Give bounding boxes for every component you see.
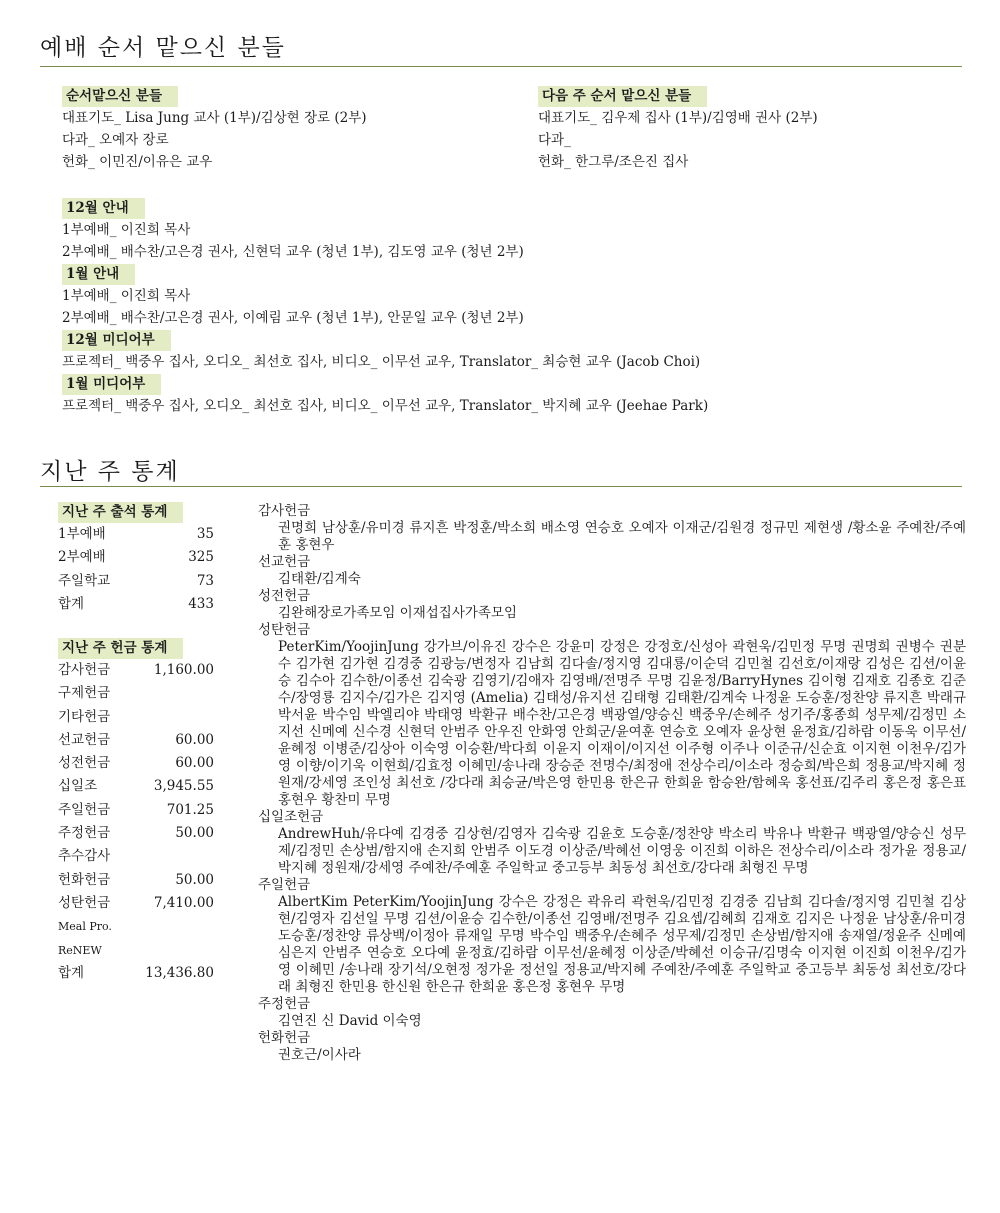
row-label: 십일조 [58, 778, 98, 795]
row-label: 합계 [58, 964, 85, 981]
attendance-table [58, 501, 214, 616]
table-row [58, 962, 214, 985]
notices-block [62, 197, 708, 417]
section-title-stats: 지난 주 통계 [40, 459, 180, 485]
media-line: 프로젝터_ 백중우 집사, 오디오_ 최선호 집사, 비디오_ 이무선 교우, Translator_ 최승현 교우 (Jacob Choi) [62, 354, 701, 370]
row-label: 성전헌금 [58, 755, 111, 772]
table-row [58, 570, 214, 593]
notice-line: 2부예배_ 배수찬/고은경 권사, 신현덕 교우 (청년 1부), 김도영 교우 (청년 2부) [62, 244, 524, 260]
donor-names: PeterKim/YoojinJung 강가브/이유진 강수은 강윤미 강정은 강정호/신성아 곽현욱/김민정 무명 권명희 권병수 권분수 김가현 김가현 김경중 김광능/변정자 김남희 김다솔/정지영 김대룡/이순덕 김민철 김선호/이재랑 김성은 김션/이윤승 김수아 김수한/이종선 김숙광 김영기/김애자 김영배/전명주 무명 김윤정/BarryHynes 김이형 김재호 김종호 김준수/장영룡 김지수/김가은 김지영 (Amelia) 김태성/유지선 김태형 김태환/김계숙 나정윤 도승훈/정찬양 류지흔 박래규 박서윤 박수임 박엘리야 박태영 박환규 배수찬/고은경 백광열/양승신 백중우/손혜주 성기주/홍종희 성무제/김정민 소지선 신메예 신수경 신현덕 안범주 안우진 안화영 안희군/윤여훈 연승호 오예자 윤상현 윤정효/김하람 이동욱 이무선/윤혜정 이병준/김상아 이숙영 이승환/박다희 이윤지 이재이/이지선 이주형 이주나 이준규/신순효 이지현 이천우/김가영 이향/이기욱 이현희/김효정 이혜민/송나래 장승준 전명수/최정애 전상수리/이소라 정승희/박은희 정용교/박지혜 정원재/강세영 조인성 최선호 /강다래 최승균/박은영 한민용 한은규 한희윤 함승완/함혜욱 홍선표/김주리 홍은정 홍은표 홍현우 황찬미 무명 [278, 639, 966, 808]
row-value: 60.00 [175, 755, 214, 772]
row-value: 35 [196, 526, 214, 542]
next-role-line: 헌화_ 한그루/조은진 집사 [538, 154, 689, 170]
table-row [58, 775, 214, 798]
section-divider [40, 66, 962, 67]
table-row [58, 822, 214, 845]
row-label: 1부예배 [58, 526, 106, 542]
donor-names: 김태환/김계숙 [278, 571, 361, 587]
donor-category: 십일조헌금 [258, 809, 324, 825]
notice-line: 2부예배_ 배수찬/고은경 권사, 이예림 교우 (청년 1부), 안문일 교우 (청년 2부) [62, 310, 524, 326]
donor-names: 김연진 신 David 이숙영 [278, 1013, 422, 1029]
current-role-line: 다과_ 오예자 장로 [62, 132, 169, 148]
media-line: 프로젝터_ 백중우 집사, 오디오_ 최선호 집사, 비디오_ 이무선 교우, Translator_ 박지혜 교우 (Jeehae Park) [62, 398, 709, 414]
next-role-line: 대표기도_ 김우제 집사 (1부)/김영배 권사 (2부) [538, 110, 818, 126]
row-value: 73 [196, 572, 214, 589]
next-roles-block [538, 85, 818, 173]
row-value: 433 [188, 595, 214, 612]
next-roles-header: 다음 주 순서 맡으신 분들 [538, 86, 707, 107]
table-row [58, 799, 214, 822]
media-header-jan: 1월 미디어부 [62, 374, 161, 395]
row-label: 구제헌금 [58, 685, 111, 702]
table-row [58, 869, 214, 892]
notice-header-jan: 1월 안내 [62, 264, 135, 285]
offering-header: 지난 주 헌금 통계 [58, 638, 183, 659]
row-label: Meal Pro. [58, 920, 112, 934]
row-value: 60.00 [175, 731, 214, 748]
donor-category: 성탄헌금 [258, 622, 311, 638]
row-value: 50.00 [175, 871, 214, 888]
row-label: 주일학교 [58, 572, 111, 589]
table-row [58, 659, 214, 682]
current-roles-header: 순서맡으신 분들 [62, 86, 178, 107]
donor-category: 선교헌금 [258, 554, 311, 570]
table-row [58, 729, 214, 752]
notice-line: 1부예배_ 이진희 목사 [62, 288, 191, 304]
row-label: 2부예배 [58, 549, 106, 566]
current-role-line: 헌화_ 이민진/이유은 교우 [62, 154, 213, 170]
donor-names: AlbertKim PeterKim/YoojinJung 강수은 강정은 곽유리 곽현욱/김민정 김경중 김남희 김다솔/정지영 김민철 김상현/김영자 김선일 무명 김션/이윤승 김수한/이종선 김영배/전명주 김요셉/김혜희 김재호 김지은 나정윤 남상훈/유미경 도승훈/정찬양 류상백/이정아 류재일 무명 박수임 백중우/손혜주 성무제/김정민 손상범/함지애 송재열/정윤주 신메예 심은지 안범주 연승호 오다예 윤정효/김하람 이무선/윤혜정 이상준/박혜선 이승규/김명숙 이지현 이진희 이천우/김가영 이혜민 /송나래 장기석/오현정 정가윤 정선일 정용교/박지혜 주예찬/주예훈 주일학교 중고등부 최동성 최선호/강다래 최형진 한민용 한신원 한은규 한희윤 홍은정 홍현우 무명 [278, 894, 966, 995]
table-row [58, 706, 214, 729]
section-divider [40, 486, 962, 487]
row-value: 1,160.00 [153, 662, 214, 678]
row-label: 기타헌금 [58, 708, 111, 725]
section-title-worship-order: 예배 순서 맡으신 분들 [40, 35, 286, 61]
row-label: 주정헌금 [58, 825, 111, 842]
row-label: 추수감사 [58, 848, 111, 865]
table-row [58, 546, 214, 569]
donor-list [258, 503, 966, 1064]
row-value: 7,410.00 [153, 894, 214, 911]
offering-table [58, 637, 214, 985]
row-value: 3,945.55 [153, 778, 214, 795]
current-roles-block [62, 85, 367, 173]
row-label: 감사헌금 [58, 662, 111, 678]
media-header-dec: 12월 미디어부 [62, 330, 171, 351]
row-value: 701.25 [166, 801, 214, 818]
donor-category: 주일헌금 [258, 877, 311, 893]
current-role-line: 대표기도_ Lisa Jung 교사 (1부)/김상현 장로 (2부) [62, 110, 367, 126]
table-row [58, 845, 214, 868]
next-role-line: 다과_ [538, 132, 571, 148]
row-label: 성탄헌금 [58, 894, 111, 911]
table-row [58, 593, 214, 616]
row-label: 헌화헌금 [58, 871, 111, 888]
donor-names: 김완해장로가족모임 이재섭집사가족모임 [278, 605, 518, 621]
notice-line: 1부예배_ 이진희 목사 [62, 222, 191, 238]
donor-names: 권명희 남상훈/유미경 류지흔 박정훈/박소희 배소영 연승호 오예자 이재군/김원경 정규민 제현생 /황소윤 주예찬/주예훈 홍현우 [278, 520, 966, 553]
donor-category: 헌화헌금 [258, 1030, 311, 1046]
table-row [58, 939, 214, 962]
donor-category: 감사헌금 [258, 503, 311, 519]
table-row [58, 892, 214, 915]
donor-category: 성전헌금 [258, 588, 311, 604]
donor-category: 주정헌금 [258, 996, 311, 1012]
row-label: ReNEW [58, 943, 102, 957]
donor-names: 권호근/이사라 [278, 1047, 361, 1063]
table-row [58, 915, 214, 938]
row-label: 합계 [58, 595, 85, 612]
row-value: 13,436.80 [145, 964, 214, 981]
row-label: 주일헌금 [58, 801, 111, 818]
row-label: 선교헌금 [58, 731, 111, 748]
table-row [58, 523, 214, 546]
donor-names: AndrewHuh/유다예 김경중 김상현/김영자 김숙광 김윤호 도승훈/정찬양 박소리 박유나 박환규 백광열/양승신 성무제/김정민 손상범/함지애 손지희 안범주 이도경 이상준/박혜선 이영웅 이진희 이하은 전상수리/이소라 정가윤 정용교/박지혜 정원재/강세영 주예찬/주예훈 주일학교 중고등부 최동성 최선호/강다래 최형진 무명 [278, 826, 966, 876]
row-value: 325 [188, 549, 214, 566]
table-row [58, 752, 214, 775]
row-value: 50.00 [175, 825, 214, 842]
table-row [58, 682, 214, 705]
attendance-header: 지난 주 출석 통계 [58, 502, 183, 523]
notice-header-dec: 12월 안내 [62, 198, 145, 219]
